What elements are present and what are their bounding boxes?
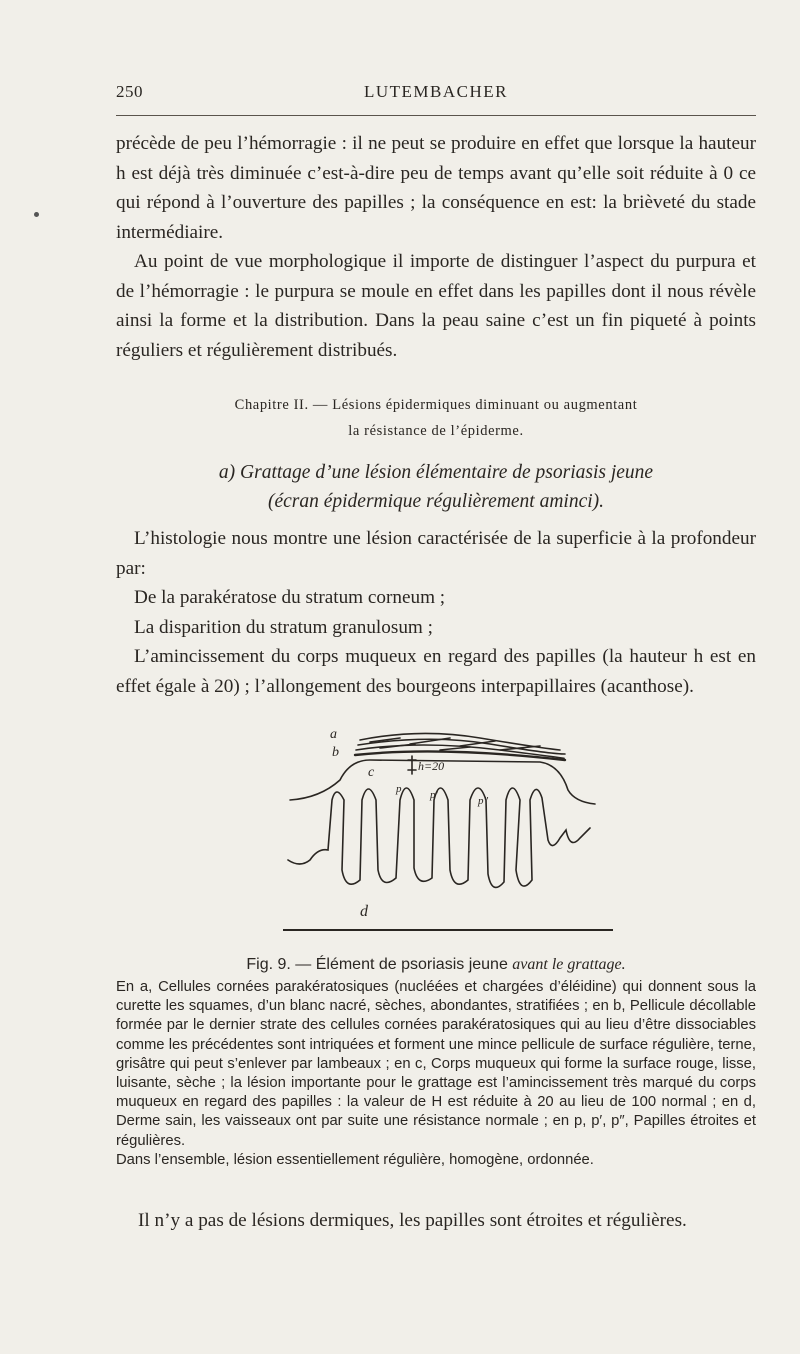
label-h: h=20	[418, 759, 445, 773]
histology-text	[116, 524, 756, 701]
histology-item: De la parakératose du stratum corneum ;	[134, 587, 446, 608]
section-line-2: (écran épidermique régulièrement aminci).	[267, 491, 605, 512]
closing-text	[116, 1206, 756, 1235]
section-heading	[116, 458, 756, 516]
opening-text	[116, 129, 756, 365]
final-paragraph: Il n’y a pas de lésions dermiques, les papilles sont étroites et régulières.	[138, 1210, 687, 1231]
page-header	[116, 82, 756, 106]
margin-speck	[34, 212, 39, 217]
caption-title-italic: avant le grattage.	[512, 956, 626, 973]
caption-title: Fig. 9. — Élément de psoriasis jeune	[246, 956, 508, 973]
label-c: c	[368, 765, 375, 780]
histology-intro: L’histologie nous montre une lésion caractérisée de la superficie à la profondeur par:	[116, 528, 756, 579]
header-rule	[116, 115, 756, 116]
histology-item: La disparition du stratum granulosum ;	[134, 616, 433, 638]
chapter-line-2: la résistance de l’épiderme.	[348, 423, 524, 439]
label-p-prime: p′	[430, 789, 438, 801]
papillae-outline	[288, 788, 590, 887]
figure-caption	[116, 978, 756, 1170]
chapter-heading	[116, 392, 756, 444]
caption-summary: Dans l’ensemble, lésion essentiellement régulière, homogène, ordonnée.	[116, 1151, 594, 1168]
lesion-drawing	[280, 720, 610, 930]
label-d: d	[360, 903, 368, 920]
paragraph-1: précède de peu l’hémorragie : il ne peut se produire en effet que lorsque la hauteur h est déjà très diminuée c’est-à-dire peu de temps avant qu’elle soit réduite à 0 ce qui répond à l’ouverture des papilles ; la conséquence en est: la brièveté du stade intermédiaire.	[116, 133, 756, 243]
label-p-second: p″	[478, 795, 489, 807]
film-layer	[355, 751, 565, 760]
chapter-line-1: Chapitre II. — Lésions épidermiques diminuant ou augmentant	[234, 397, 638, 413]
psoriasis-figure	[280, 720, 610, 940]
running-head: LUTEMBACHER	[364, 82, 508, 101]
caption-text: En a, Cellules cornées parakératosiques (nucléées et chargées d’éléidine) qui donnent sous la curette les squames, d’un blanc nacré, sèches, abondantes, stratifiées ; en b, Pellicule décollable formée par le dernier strate des cellules cornées parakératosiques qui au lieu d’être dissociables comme les précédentes sont intriquées et forment une mince pellicule de surface régulière, terne, grisâtre qui peut s’enlever par lambeaux ; en c, Corps muqueux qui forme la surface rouge, lisse, luisante, sèche ; la lésion importante pour le grattage est l’amincissement très marqué du corps muqueux en regard des papilles : la valeur de H est réduite à 20 au lieu de 100 normal ; en d, Derme sain, les vaisseaux ont par suite une résistance normale ; en p, p′, p″, Papilles étroites et régulières.	[116, 979, 756, 1149]
height-marker	[408, 756, 416, 774]
page-number: 250	[116, 82, 143, 101]
figure-rule	[283, 929, 613, 931]
label-b: b	[332, 745, 339, 760]
label-p: p	[396, 783, 402, 795]
figure-caption-title	[116, 956, 756, 974]
label-a: a	[330, 727, 337, 742]
paragraph-2: Au point de vue morphologique il importe de distinguer l’aspect du purpura et de l’hémorragie : le purpura se moule en effet dans les papilles dont il nous révèle ainsi la forme et la distribution. Dans la peau saine c’est un fin piqueté à points réguliers et régulièrement distribués.	[116, 251, 756, 361]
section-line-1: a) Grattage d’une lésion élémentaire de psoriasis jeune	[218, 462, 654, 483]
histology-item: L’amincissement du corps muqueux en regard des papilles (la hauteur h est en effet égale à 20) ; l’allongement des bourgeons interpapillaires (acanthose).	[116, 646, 756, 697]
